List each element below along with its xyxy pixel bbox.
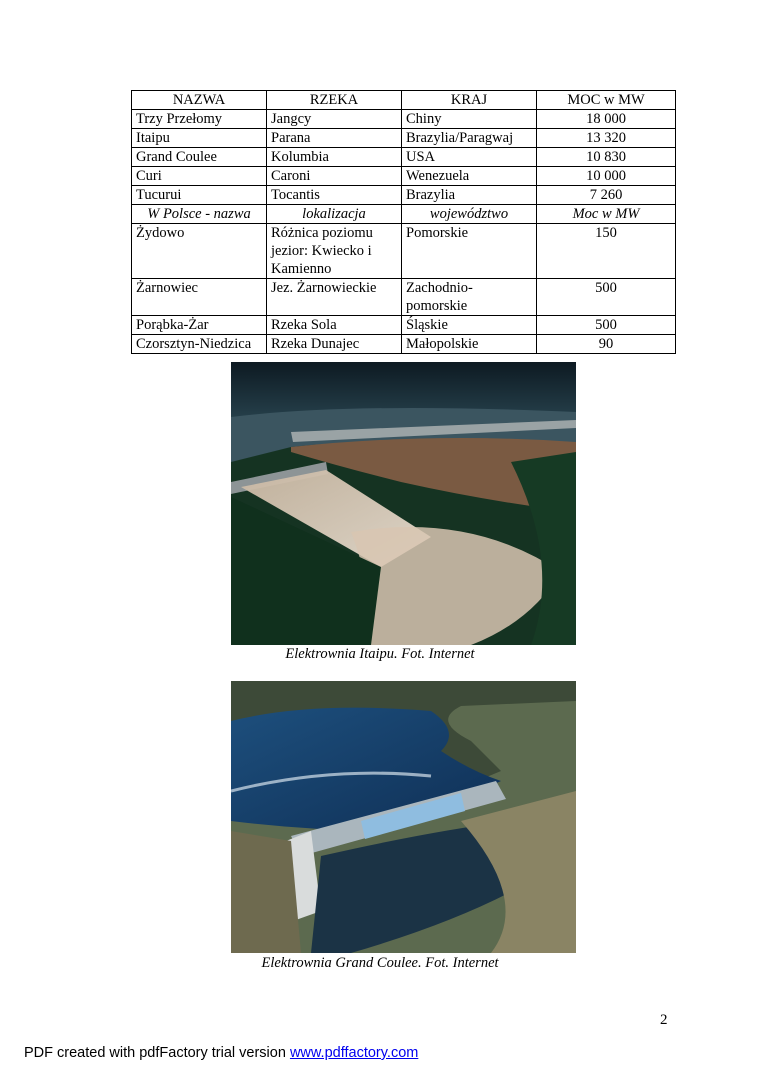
cell-river: Jangcy	[267, 110, 402, 129]
cell-power: 150	[537, 224, 676, 279]
pdffactory-link[interactable]: www.pdffactory.com	[289, 1045, 419, 1061]
cell-location: Rzeka Dunajec	[267, 335, 402, 354]
cell-river: Caroni	[267, 167, 402, 186]
cell-power: 90	[537, 335, 676, 354]
table-row	[132, 224, 676, 279]
cell-name: Curi	[132, 167, 267, 186]
cell-name: Porąbka-Żar	[132, 316, 267, 335]
itaipu-dam-photo	[231, 362, 576, 645]
subheader-location: lokalizacja	[267, 205, 402, 224]
cell-voivodeship: Pomorskie	[402, 224, 537, 279]
grand-coulee-dam-photo	[231, 681, 576, 953]
hydropower-plants-table	[131, 90, 676, 354]
cell-name: Itaipu	[132, 129, 267, 148]
table-row	[132, 129, 676, 148]
subheader-power: Moc w MW	[537, 205, 676, 224]
pdf-footer	[24, 1045, 418, 1061]
cell-country: USA	[402, 148, 537, 167]
cell-power: 10 000	[537, 167, 676, 186]
table-row	[132, 148, 676, 167]
cell-river: Tocantis	[267, 186, 402, 205]
cell-location: Różnica poziomu jezior: Kwiecko i Kamienno	[267, 224, 402, 279]
cell-voivodeship: Śląskie	[402, 316, 537, 335]
cell-country: Chiny	[402, 110, 537, 129]
cell-power: 18 000	[537, 110, 676, 129]
header-moc: MOC w MW	[537, 91, 676, 110]
cell-power: 13 320	[537, 129, 676, 148]
cell-river: Parana	[267, 129, 402, 148]
cell-name: Tucurui	[132, 186, 267, 205]
table-row	[132, 186, 676, 205]
header-nazwa: NAZWA	[132, 91, 267, 110]
grand-coulee-caption: Elektrownia Grand Coulee. Fot. Internet	[261, 955, 499, 971]
cell-river: Kolumbia	[267, 148, 402, 167]
cell-location: Rzeka Sola	[267, 316, 402, 335]
cell-name: Trzy Przełomy	[132, 110, 267, 129]
table-row	[132, 335, 676, 354]
cell-name: Czorsztyn-Niedzica	[132, 335, 267, 354]
subheader-name: W Polsce - nazwa	[132, 205, 267, 224]
footer-text: PDF created with pdfFactory trial version	[24, 1045, 290, 1061]
table-row	[132, 167, 676, 186]
page-number: 2	[660, 1012, 668, 1028]
cell-power: 10 830	[537, 148, 676, 167]
cell-power: 500	[537, 316, 676, 335]
itaipu-caption: Elektrownia Itaipu. Fot. Internet	[285, 646, 475, 662]
subheader-voivodeship: województwo	[402, 205, 537, 224]
cell-location: Jez. Żarnowieckie	[267, 279, 402, 316]
cell-voivodeship: Zachodnio-pomorskie	[402, 279, 537, 316]
table-row	[132, 316, 676, 335]
cell-country: Wenezuela	[402, 167, 537, 186]
header-kraj: KRAJ	[402, 91, 537, 110]
cell-name: Żydowo	[132, 224, 267, 279]
cell-country: Brazylia/Paragwaj	[402, 129, 537, 148]
cell-power: 500	[537, 279, 676, 316]
poland-subheader-row	[132, 205, 676, 224]
table-row	[132, 279, 676, 316]
cell-name: Żarnowiec	[132, 279, 267, 316]
cell-voivodeship: Małopolskie	[402, 335, 537, 354]
cell-country: Brazylia	[402, 186, 537, 205]
cell-power: 7 260	[537, 186, 676, 205]
header-rzeka: RZEKA	[267, 91, 402, 110]
table-row	[132, 110, 676, 129]
cell-name: Grand Coulee	[132, 148, 267, 167]
table-header-row	[132, 91, 676, 110]
